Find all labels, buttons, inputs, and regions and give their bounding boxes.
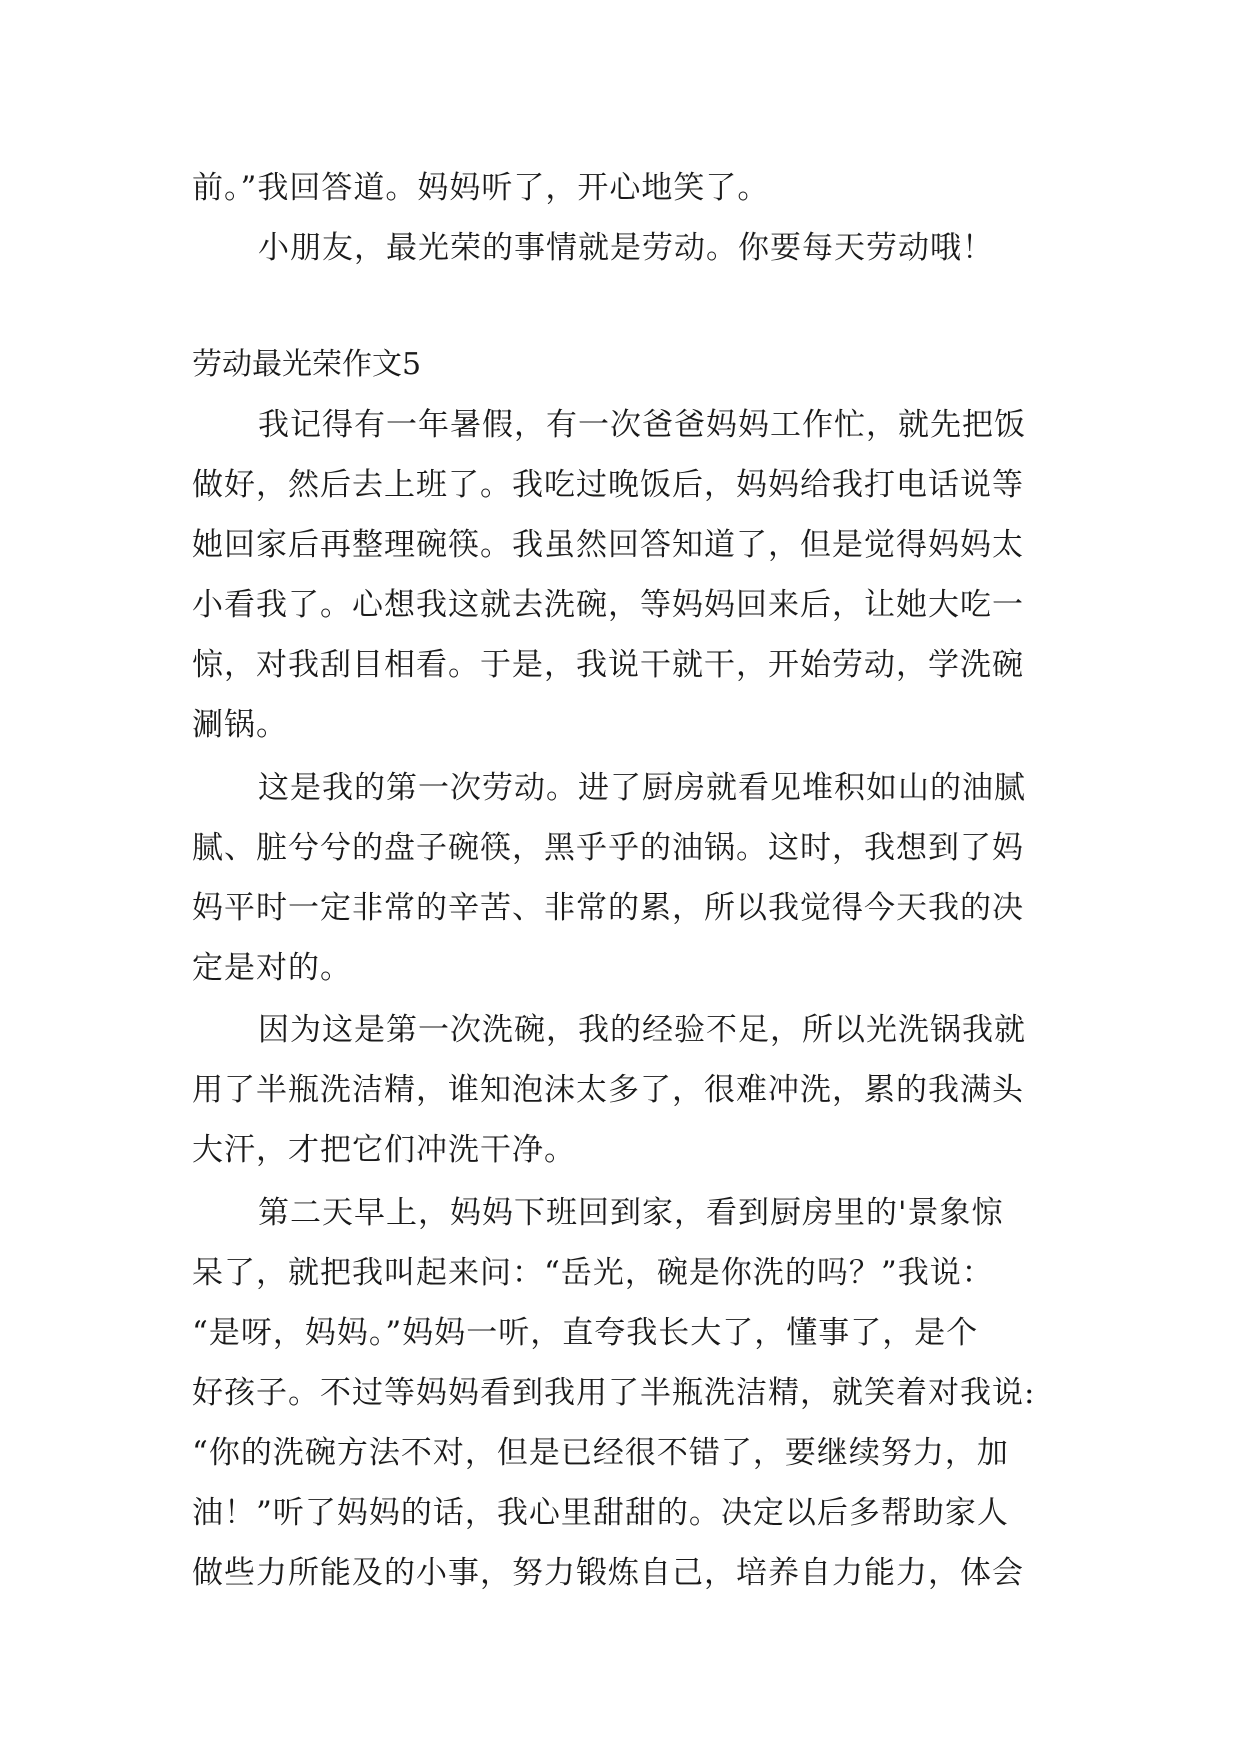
text-line: “是呀，妈妈。”妈妈一听，直夸我长大了，懂事了，是个 <box>192 1315 979 1351</box>
text-line: 她回家后再整理碗筷。我虽然回答知道了，但是觉得妈妈太 <box>192 527 1024 563</box>
text-line: 呆了，就把我叫起来问：“岳光，碗是你洗的吗？”我说： <box>192 1255 994 1291</box>
text-line: “你的洗碗方法不对，但是已经很不错了，要继续努力，加 <box>192 1435 1009 1471</box>
section-heading: 劳动最光荣作文5 <box>192 347 422 382</box>
text-line: 妈平时一定非常的辛苦、非常的累，所以我觉得今天我的决 <box>192 890 1024 926</box>
text-line: 大汗，才把它们冲洗干净。 <box>192 1132 576 1168</box>
text-line: 我记得有一年暑假，有一次爸爸妈妈工作忙，就先把饭 <box>258 407 1026 443</box>
text-line: 定是对的。 <box>192 950 352 986</box>
text-line: 第二天早上，妈妈下班回到家，看到厨房里的'景象惊 <box>258 1195 1004 1231</box>
closing-paragraph: 小朋友，最光荣的事情就是劳动。你要每天劳动哦！ <box>258 230 994 266</box>
text-line: 用了半瓶洗洁精，谁知泡沫太多了，很难冲洗，累的我满头 <box>192 1072 1024 1108</box>
text-line: 腻、脏兮兮的盘子碗筷，黑乎乎的油锅。这时，我想到了妈 <box>192 830 1024 866</box>
text-line: 好孩子。不过等妈妈看到我用了半瓶洗洁精，就笑着对我说: <box>192 1375 1036 1411</box>
text-line: 做些力所能及的小事，努力锻炼自己，培养自力能力，体会 <box>192 1555 1024 1591</box>
text-line: 油！”听了妈妈的话，我心里甜甜的。决定以后多帮助家人 <box>192 1495 1009 1531</box>
text-line: 涮锅。 <box>192 707 288 743</box>
text-line: 这是我的第一次劳动。进了厨房就看见堆积如山的油腻 <box>258 770 1026 806</box>
text-line: 做好，然后去上班了。我吃过晚饭后，妈妈给我打电话说等 <box>192 467 1024 503</box>
text-line: 因为这是第一次洗碗，我的经验不足，所以光洗锅我就 <box>258 1012 1026 1048</box>
text-line: 惊，对我刮目相看。于是，我说干就干，开始劳动，学洗碗 <box>192 647 1024 683</box>
text-line: 前。”我回答道。妈妈听了，开心地笑了。 <box>192 170 770 206</box>
text-line: 小看我了。心想我这就去洗碗，等妈妈回来后，让她大吃一 <box>192 587 1024 623</box>
